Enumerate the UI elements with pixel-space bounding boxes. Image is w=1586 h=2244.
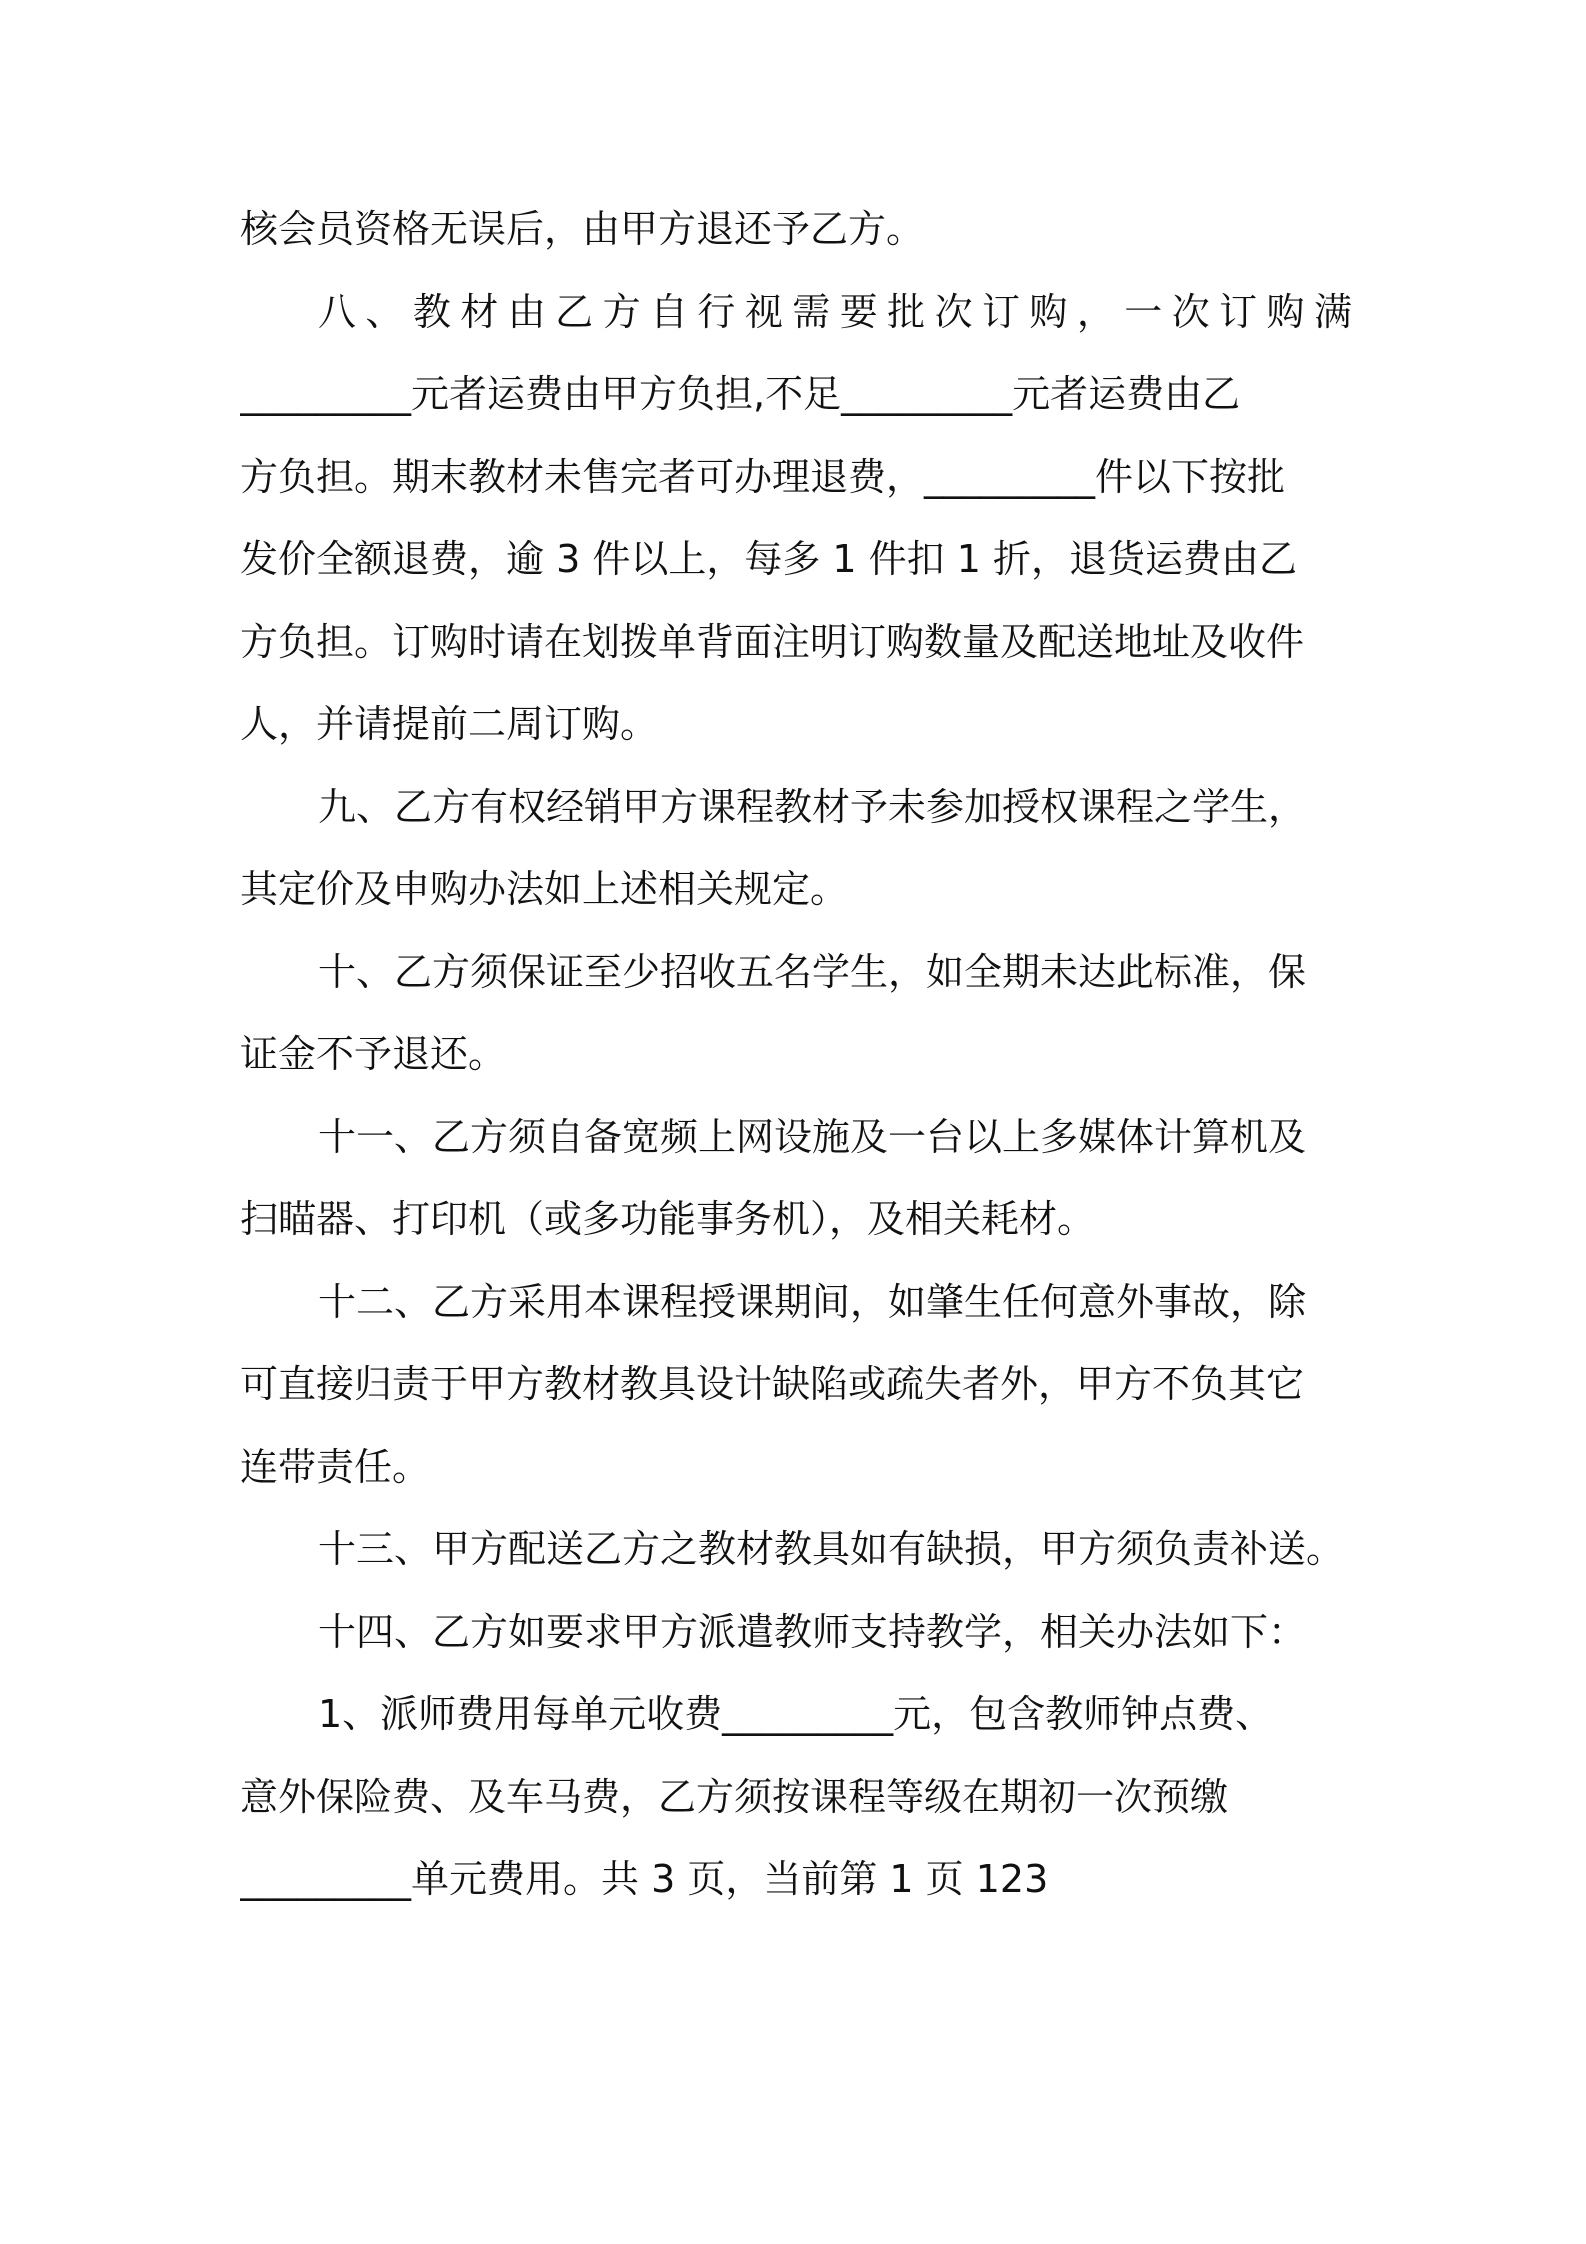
text-line: 证金不予退还。 — [240, 1032, 507, 1076]
text-line: 方负担。订购时请在划拨单背面注明订购数量及配送地址及收件 — [240, 619, 1305, 664]
text-line: 方负担。期末教材未售完者可办理退费，_________件以下按批 — [240, 454, 1286, 499]
text-line: 意外保险费、及车马费，乙方须按课程等级在期初一次预缴 — [240, 1774, 1229, 1819]
text-line: 1、派师费用每单元收费_________元，包含教师钟点费、 — [318, 1692, 1274, 1736]
text-line: 十三、甲方配送乙方之教材教具如有缺损，甲方须负责补送。 — [318, 1527, 1345, 1571]
text-line: _________单元费用。共 3 页，当前第 1 页 123 — [240, 1857, 1049, 1901]
text-line: 其定价及申购办法如上述相关规定。 — [240, 867, 849, 911]
text-line: 扫瞄器、打印机（或多功能事务机），及相关耗材。 — [240, 1197, 1096, 1241]
text-line: 九、乙方有权经销甲方课程教材予未参加授权课程之学生， — [318, 784, 1307, 829]
text-line: _________元者运费由甲方负担,不足_________元者运费由乙 — [240, 372, 1241, 416]
text-line: 人，并请提前二周订购。 — [240, 702, 659, 746]
text-line: 可直接归责于甲方教材教具设计缺陷或疏失者外，甲方不负其它 — [240, 1362, 1305, 1406]
text-line: 十四、乙方如要求甲方派遣教师支持教学，相关办法如下： — [318, 1609, 1307, 1654]
text-line: 八、教材由乙方自行视需要批次订购，一次订购满 — [318, 289, 1352, 334]
document-body — [240, 188, 1352, 1921]
text-line: 十一、乙方须自备宽频上网设施及一台以上多媒体计算机及 — [318, 1114, 1307, 1159]
text-line: 十二、乙方采用本课程授课期间，如肇生任何意外事故，除 — [318, 1279, 1307, 1324]
text-line: 核会员资格无误后，由甲方退还予乙方。 — [240, 207, 925, 251]
text-line: 十、乙方须保证至少招收五名学生，如全期未达此标准，保 — [318, 949, 1307, 994]
text-line: 发价全额退费，逾 3 件以上，每多 1 件扣 1 折，退货运费由乙 — [240, 537, 1298, 581]
text-line: 连带责任。 — [240, 1444, 431, 1489]
